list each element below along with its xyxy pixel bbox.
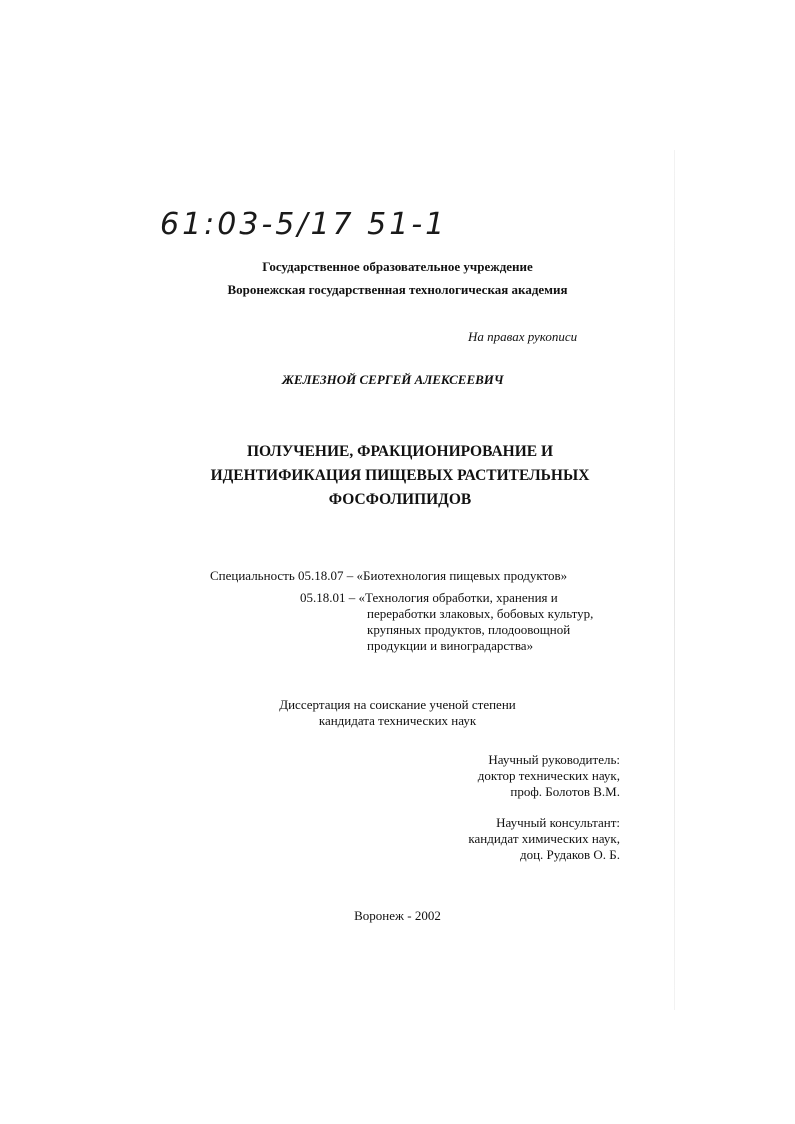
consultant-name: доц. Рудаков О. Б.: [519, 847, 620, 862]
consultant-role: Научный консультант:: [496, 815, 620, 830]
specialty-line-4: крупяных продуктов, плодоовощной: [367, 622, 571, 637]
dissertation-title-line-1: ПОЛУЧЕНИЕ, ФРАКЦИОНИРОВАНИЕ И: [246, 443, 554, 460]
handwritten-archive-number: [156, 198, 456, 246]
dissertation-degree-line-2: кандидата технических наук: [318, 713, 477, 728]
consultant-degree: кандидат химических наук,: [468, 831, 620, 846]
archive-number-text: 61:03-5/17 51-1: [160, 207, 448, 242]
scan-edge: [674, 150, 675, 1010]
institution-type: Государственное образовательное учреждение: [262, 259, 533, 274]
specialty-line-3: переработки злаковых, бобовых культур,: [367, 606, 594, 621]
supervisor-role: Научный руководитель:: [488, 752, 620, 767]
institution-name: Воронежская государственная технологическая академия: [227, 282, 568, 297]
specialty-line-1: Специальность 05.18.07 – «Биотехнология пищевых продуктов»: [210, 568, 568, 583]
dissertation-title-line-2: ИДЕНТИФИКАЦИЯ ПИЩЕВЫХ РАСТИТЕЛЬНЫХ: [210, 467, 590, 484]
dissertation-title-line-3: ФОСФОЛИПИДОВ: [328, 491, 472, 508]
specialty-line-5: продукции и виноградарства»: [367, 638, 534, 653]
rights-note: На правах рукописи: [468, 329, 578, 344]
author-name: ЖЕЛЕЗНОЙ СЕРГЕЙ АЛЕКСЕЕВИЧ: [282, 372, 504, 387]
dissertation-degree-line-1: Диссертация на соискание ученой степени: [279, 697, 516, 712]
city-year: Воронеж - 2002: [354, 908, 441, 923]
specialty-line-2: 05.18.01 – «Технология обработки, хранения и: [300, 590, 558, 605]
supervisor-degree: доктор технических наук,: [477, 768, 620, 783]
supervisor-name: проф. Болотов В.М.: [510, 784, 620, 799]
